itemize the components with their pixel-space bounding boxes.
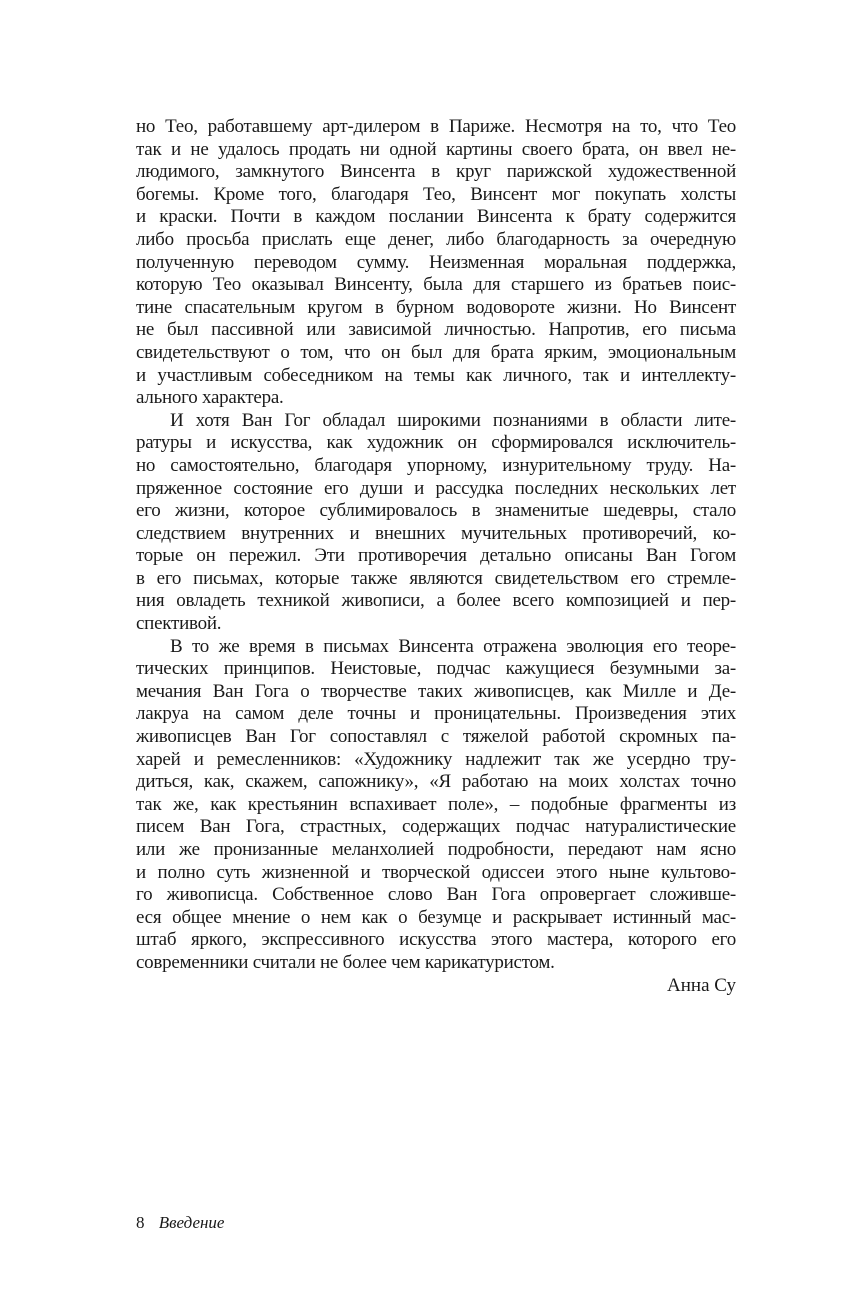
- text-line: полученную переводом сумму. Неизменная моральная поддержка,: [136, 251, 736, 273]
- text-line: но Тео, работавшему арт-дилером в Париже. Несмотря на то, что Тео: [136, 116, 736, 137]
- text-line: не был пассивной или зависимой личностью. Напротив, его письма: [136, 319, 736, 341]
- text-line: И хотя Ван Гог обладал широкими познаниями в области лите-: [170, 409, 736, 431]
- text-line: мечания Ван Гога о творчестве таких живописцев, как Милле и Де-: [136, 680, 736, 702]
- body-text: [136, 116, 736, 997]
- text-line: го живописца. Собственное слово Ван Гога опровергает сложивше-: [136, 884, 736, 906]
- text-line: тине спасательным кругом в бурном водовороте жизни. Но Винсент: [136, 296, 736, 318]
- text-line: и участливым собеседником на темы как личного, так и интеллекту-: [136, 364, 736, 386]
- text-line: В то же время в письмах Винсента отражена эволюция его теоре-: [170, 635, 736, 657]
- text-line: свидетельствуют о том, что он был для брата ярким, эмоциональным: [136, 341, 736, 363]
- text-line: людимого, замкнутого Винсента в круг парижской художественной: [136, 161, 736, 183]
- text-line: харей и ремесленников: «Художнику надлежит так же усердно тру-: [136, 748, 736, 770]
- text-line: так и не удалось продать ни одной картины своего брата, он ввел не-: [136, 138, 736, 160]
- text-line: писем Ван Гога, страстных, содержащих подчас натуралистические: [136, 816, 736, 838]
- text-line: лакруа на самом деле точны и проницательны. Произведения этих: [136, 703, 736, 725]
- text-line: ального характера.: [136, 387, 284, 409]
- paragraph: [136, 410, 736, 636]
- text-line: и полно суть жизненной и творческой одиссеи этого ныне культово-: [136, 861, 736, 883]
- text-line: следствием внутренних и внешних мучительных противоречий, ко-: [136, 522, 736, 544]
- text-line: ратуры и искусства, как художник он сформировался исключитель-: [136, 432, 736, 454]
- running-section-title: Введение: [158, 1213, 225, 1232]
- text-line: еся общее мнение о нем как о безумце и раскрывает истинный мас-: [136, 906, 736, 928]
- author-signature: Анна Су: [667, 974, 736, 996]
- text-line: в его письмах, которые также являются свидетельством его стремле-: [136, 567, 736, 589]
- text-line: живописцев Ван Гог сопоставлял с тяжелой работой скромных па-: [136, 726, 736, 748]
- page-footer: [136, 1213, 224, 1233]
- text-line: диться, как, скажем, сапожнику», «Я работаю на моих холстах точно: [136, 771, 736, 793]
- text-line: спективой.: [136, 613, 222, 635]
- text-line: современники считали не более чем карикатуристом.: [136, 951, 555, 973]
- page-number: 8: [136, 1213, 145, 1232]
- paragraph: [136, 636, 736, 975]
- text-line: и краски. Почти в каждом послании Винсента к брату содержится: [136, 206, 736, 228]
- text-line: его жизни, которое сублимировалось в знаменитые шедевры, стало: [136, 500, 736, 522]
- text-line: так же, как крестьянин вспахивает поле», – подобные фрагменты из: [136, 793, 736, 815]
- text-line: или же пронизанные меланхолией подробности, передают нам ясно: [136, 839, 736, 860]
- paragraph: [136, 116, 736, 410]
- text-line: тических принципов. Неистовые, подчас кажущиеся безумными за-: [136, 658, 736, 680]
- text-line: либо просьба прислать еще денег, либо благодарность за очередную: [136, 228, 736, 250]
- text-line: но самостоятельно, благодаря упорному, изнурительному труду. На-: [136, 454, 736, 476]
- text-line: которую Тео оказывал Винсенту, была для старшего из братьев поис-: [136, 274, 736, 296]
- text-line: богемы. Кроме того, благодаря Тео, Винсент мог покупать холсты: [136, 183, 736, 205]
- text-line: пряженное состояние его души и рассудка последних нескольких лет: [136, 477, 736, 499]
- text-line: ния овладеть техникой живописи, а более всего композицией и пер-: [136, 590, 736, 612]
- text-line: торые он пережил. Эти противоречия детально описаны Ван Гогом: [136, 545, 736, 567]
- text-line: штаб яркого, экспрессивного искусства этого мастера, которого его: [136, 929, 736, 951]
